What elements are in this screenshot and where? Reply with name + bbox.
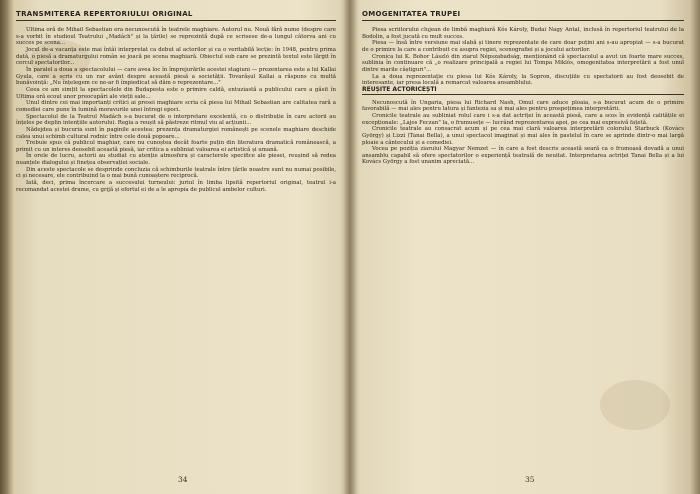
right-page <box>362 10 684 482</box>
paragraph: Necunoscută în Ungaria, piesa lui Richard Nash, Omul care aduce ploaia, s-a bucurat acum de o primire favorabilă — mai ales pentru latura și fantezia sa și mai ales pentru prospețimea interpretării. <box>362 99 684 113</box>
right-page-header: OMOGENITATEA TRUPEI <box>362 10 684 21</box>
right-page-number: 35 <box>525 475 535 484</box>
subheading-rule <box>362 94 684 95</box>
paragraph: Jocul de-a vacanța este mai întâi interpretat ca debut al actorilor și ca o veritabilă lecție: în 1948, pentru prima dată, o piesă a dramaturgului român se joacă pe scena maghiară. Obiectul sub care se prezintă textul este lărgit în cercul spectatorilor... <box>16 46 336 67</box>
paragraph: Ultima oră de Mihail Sebastian era necunoscută în teatrele maghiare. Autorul nu. Nouă fără nume (despre care s-a vorbit în studioul Teatrului „Madách" și la țările) se reprezintă după ce scrisese de-a lungul câtorva ani cu succes pe scena... <box>16 27 336 47</box>
paragraph: Ceea ce am simțit la spectacolele din Budapesta este o primire caldă, entuziastă a publicului care a găsit în Ultima oră ecoul unor preocupări ale vieții sale... <box>16 86 336 100</box>
paragraph: Trebuie spus că publicul maghiar, care nu cunoștea decât foarte puțin din literatura dramatică românească, a primit cu un interes deosebit această piesă, iar critica a subliniat valoarea ei artistică și umană. <box>16 140 336 153</box>
paragraph: Nădejdea și bucuria sunt în paginile acestea: prezența dramaturgiei românești pe scenele maghiare deschide calea unui schimb cultural rodnic între cele două popoare... <box>16 126 336 140</box>
paragraph: Unul dintre cei mai importanți critici ai presei maghiare scria că piesa lui Mihail Sebastian are calitatea rară a comediei care pune în lumină moravurile unei întregi epoci. <box>16 100 336 113</box>
left-page <box>16 10 336 482</box>
paragraph: Din aceste spectacole se desprinde concluzia că schimburile teatrale între țările noastre sunt nu numai posibile, ci și necesare, ele contribuind la o mai bună cunoaștere reciprocă. <box>16 166 336 180</box>
left-page-header: TRANSMITEREA REPERTORIULUI ORIGINAL <box>16 10 336 21</box>
paragraph: La a doua reprezentație cu piesa lui Kós Károly, la Sopron, discuțiile cu spectatorii au fost deosebit de interesante, iar presa locală a remarcat valoarea ansamblului. <box>362 73 684 87</box>
left-page-body <box>16 27 336 193</box>
paragraph: În orele de lucru, actorii au studiat cu atenție atmosfera și caracterele specifice ale piesei, reușind să redea nuanțele dialogului și finețea observației sociale. <box>16 153 336 167</box>
paragraph: Cronicile teatrale au consacrat acum și pe cea mai clară valoarea interpretării colorului Starbuck (Kovács György) și Lizzi (Tanai Bella), a unui spectacol imaginat și mai ales în pastelul în care se aprinde dintr-o mai largă ploaie a cântecului și a comediei. <box>362 126 684 146</box>
left-page-number: 34 <box>178 475 188 484</box>
book-gutter <box>343 0 357 494</box>
paragraph: Iată, deci, prima încercare a succesului turneului: juriul în limba lipsită repertoriul original, teatrul i-a recomandat acestei drame, cu grijă și efortul ei de a le apropia de publicul ambelor culturi. <box>16 180 336 193</box>
paragraph: Piesa scriitorului clujean de limbă maghiară Kós Károly, Budai Nagy Antal, inclusă în repertoriul teatrului de la Bodolin, a fost jucată cu mult succes. <box>362 27 684 40</box>
paragraph: Piesa — însă între versiune mai slabă și tinere reprezentate de care doar puțini ani s-au apropiat — s-a bucurat de o primire la care a contribuit cu asupra regiei, scenografiei și a jocului actorilor. <box>362 40 684 53</box>
paragraph: Cronica lui K. Bohor László din ziarul Népszabadság, menționând că spectacolul a avut un foarte mare succes, sublinia în continuare că „o realizare principală a regiei lui Tompa Miklós, omogenitatea interpretării a fost unul dintre marile câștiguri"... <box>362 53 684 73</box>
paragraph: Vocea pe poziția ziarului Magyar Nemzet — în care a fost descris această seară ca o frumoasă dovadă a unui ansamblu capabil să ofere spectatorilor o experiență teatrală de neuitat. Interpretarea actriței Tanai Bella și a lui Kovács György a fost unanim apreciată... <box>362 146 684 166</box>
right-page-body <box>362 27 684 166</box>
paragraph: Spectacolul de la Teatrul Madách s-a bucurat de o interpretare excelentă, cu o distribuție în care actorii au înțeles pe deplin intențiile autorului. Regia a reușit să păstreze ritmul viu al acțiunii... <box>16 113 336 127</box>
paragraph: Cronicile teatrale au subliniat rolul care i s-a dat actriței în această piesă, care a scos în evidență calitățile ei excepționale: „Lajos Feczan" la, o frumusețe — lucrând reprezentarea apoi, pe cea mai expresivă fațetă. <box>362 112 684 126</box>
section-subheading: REUȘITE ACTORICEȘTI <box>362 85 437 93</box>
paragraph: În paralel a doua a spectacolului — care avea loc în împrejurările acestei stagiuni — prezentarea este a lui Kallai Gyula, care a scris cu un rar avânt despre această piesă a societății. Tovarășul Kallai a răspuns cu multă bunăvoință: „Nu înțelegem ce ne-ar fi împiedicat să dăm o reprezentare..." <box>16 66 336 87</box>
